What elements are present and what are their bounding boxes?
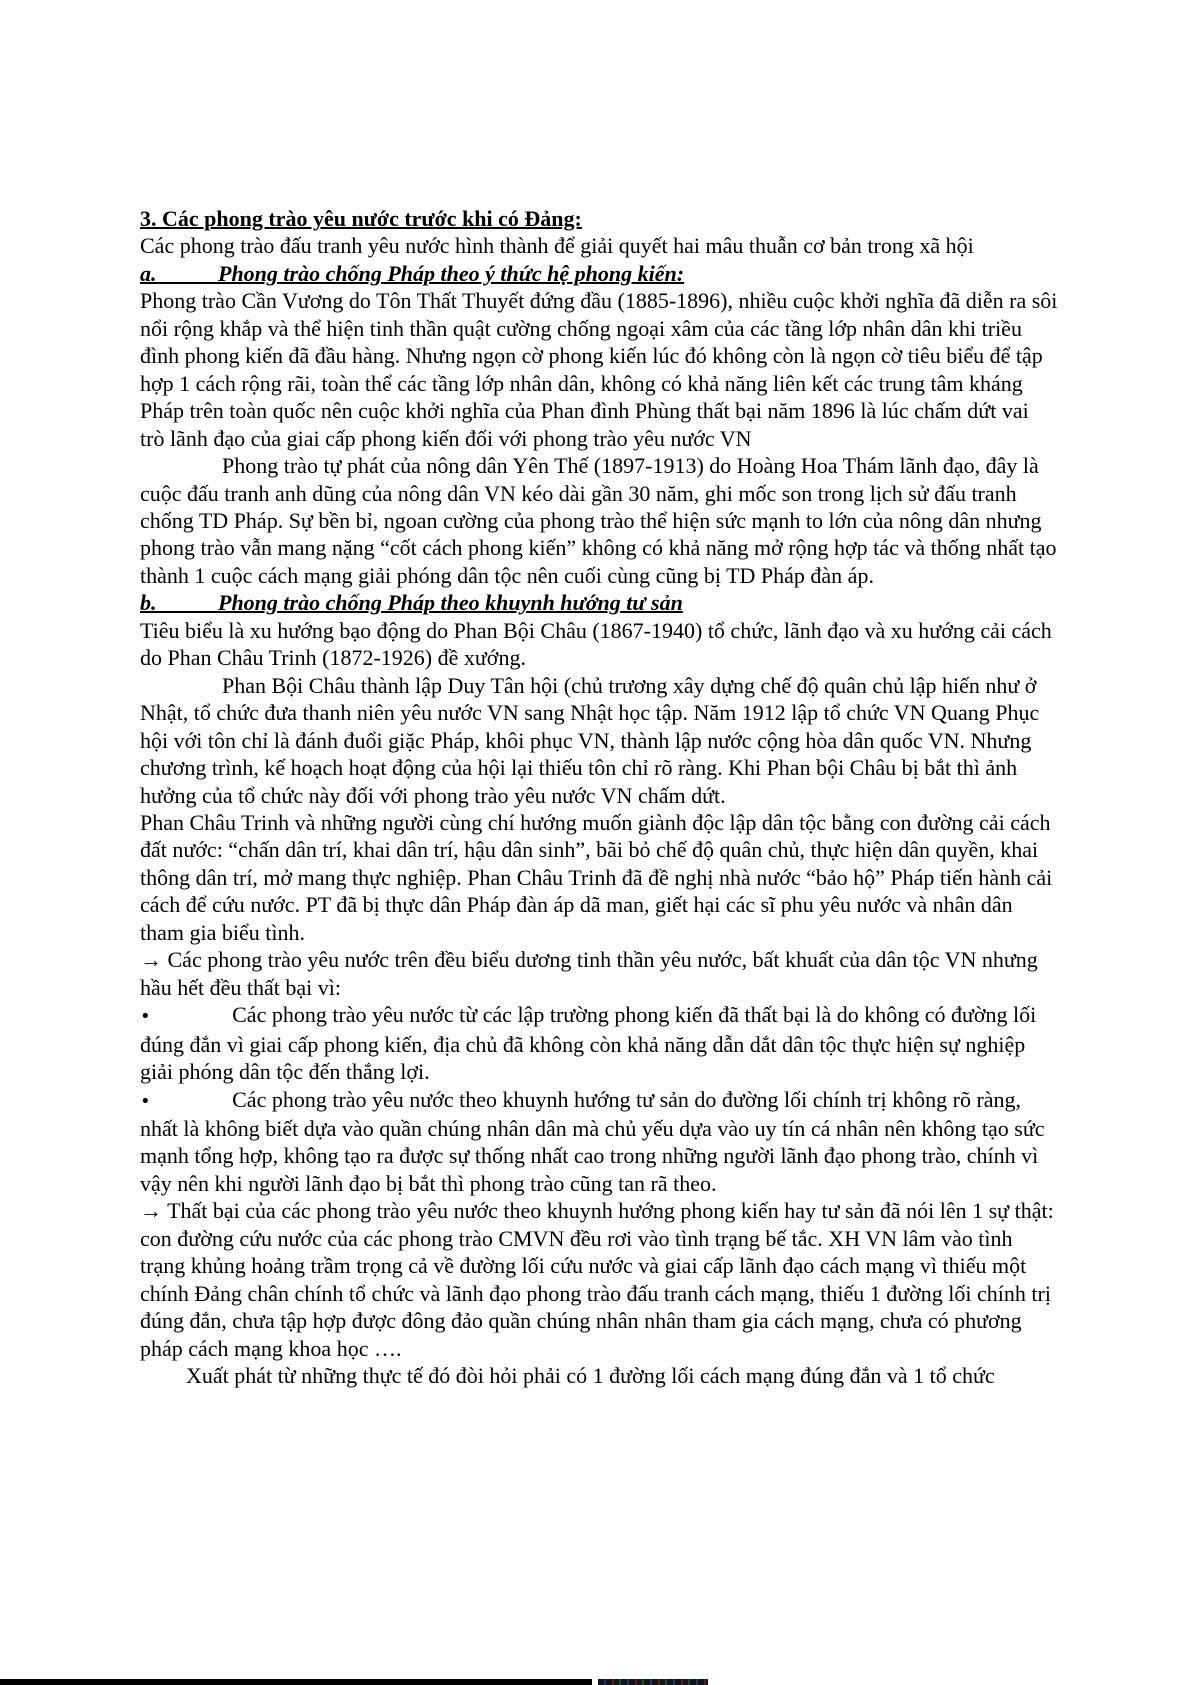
tab-spacer xyxy=(157,590,219,615)
subheading-b-text: Phong trào chống Pháp theo khuynh hướng tư sản xyxy=(218,590,683,616)
tab-spacer xyxy=(151,1002,233,1027)
bottom-black-bar xyxy=(0,1679,592,1685)
paragraph-yen-the: Phong trào tự phát của nông dân Yên Thế (1897-1913) do Hoàng Hoa Thám lãnh đạo, đây là cuộc đấu tranh anh dũng của nông dân VN kéo dài gần 30 năm, ghi mốc son trong lịch sử đấu tranh chống TD Pháp. Sự bền bỉ, ngoan cường của phong trào thể hiện sức mạnh to lớn của nông dân nhưng phong trào vẫn mang nặng “cốt cách phong kiến” không có khả năng mở rộng hợp tác và thống nhất tạo thành 1 cuộc cách mạng giải phóng dân tộc nên cuối cùng cũng bị TD Pháp đàn áp. xyxy=(140,453,1057,588)
bullet-item-1-text: Các phong trào yêu nước từ các lập trường phong kiến đã thất bại là do không có đường lối đúng đắn vì giai cấp phong kiến, địa chủ đã không còn khả năng dẫn dắt dân tộc thực hiện sự nghiệp giải phóng dân tộc đến thắng lợi. xyxy=(140,1002,1037,1085)
bullet-item-2 xyxy=(140,1086,1058,1198)
paragraph-phan-boi-chau: Phan Bội Châu thành lập Duy Tân hội (chủ trương xây dựng chế độ quân chủ lập hiến như ở Nhật, tổ chức đưa thanh niên yêu nước VN sang Nhật học tập. Năm 1912 lập tổ chức VN Quang Phục hội với tôn chỉ là đánh đuổi giặc Pháp, khôi phục VN, thành lập nước cộng hòa dân quốc VN. Nhưng chương trình, kế hoạch hoạt động của hội lại thiếu tôn chỉ rõ ràng. Khi Phan bội Châu bị bắt thì ảnh hưởng của tổ chức này đối với phong trào yêu nước VN chấm dứt. xyxy=(140,672,1040,808)
subheading-b-label: b. xyxy=(140,590,157,616)
document-content xyxy=(140,205,1058,1389)
tab-spacer xyxy=(157,261,219,286)
bottom-artifact-bar xyxy=(598,1679,708,1685)
bullet-icon: • xyxy=(140,1006,151,1028)
subheading-a-text: Phong trào chống Pháp theo ý thức hệ phong kiến: xyxy=(218,260,685,286)
paragraph-tieu-bieu: Tiêu biểu là xu hướng bạo động do Phan Bội Châu (1867-1940) tổ chức, lãnh đạo và xu hướng cải cách do Phan Châu Trinh (1872-1926) đề xướng. xyxy=(140,617,1052,671)
bullet-item-1 xyxy=(140,1001,1058,1085)
conclusion-arrow-paragraph-2: → Thất bại của các phong trào yêu nước theo khuynh hướng phong kiến hay tư sản đã nói lên 1 sự thật: con đường cứu nước của các phong trào CMVN đều rơi vào tình trạng bế tắc. XH VN lâm vào tình trạng khủng hoảng trầm trọng cả về đường lối cứu nước và giai cấp lãnh đạo cách mạng vì thiếu một chính Đảng chân chính tổ chức và lãnh đạo phong trào đấu tranh cách mạng, thiếu 1 đường lối chính trị đúng đắn, chưa tập hợp được đông đảo quần chúng nhân nhân tham gia cách mạng, chưa có phương pháp cách mạng khoa học …. xyxy=(140,1198,1054,1361)
intro-paragraph: Các phong trào đấu tranh yêu nước hình thành để giải quyết hai mâu thuẫn cơ bản trong xã hội xyxy=(140,233,974,259)
closing-paragraph: Xuất phát từ những thực tế đó đòi hỏi phải có 1 đường lối cách mạng đúng đắn và 1 tổ chức xyxy=(186,1363,995,1389)
paragraph-can-vuong: Phong trào Cần Vương do Tôn Thất Thuyết đứng đầu (1885-1896), nhiều cuộc khởi nghĩa đã diễn ra sôi nổi rộng khắp và thể hiện tinh thần quật cường chống ngoại xâm của các tầng lớp nhân dân khi triều đình phong kiến đã đầu hàng. Nhưng ngọn cờ phong kiến lúc đó không còn là ngọn cờ tiêu biểu để tập hợp 1 cách rộng rãi, toàn thể các tầng lớp nhân dân, không có khả năng liên kết các trung tâm kháng Pháp trên toàn quốc nên cuộc khởi nghĩa của Phan đình Phùng thất bại năm 1896 là lúc chấm dứt vai trò lãnh đạo của giai cấp phong kiến đối với phong trào yêu nước VN xyxy=(140,288,1058,451)
bullet-item-2-text: Các phong trào yêu nước theo khuynh hướng tư sản do đường lối chính trị không rõ ràng, nhất là không biết dựa vào quần chúng nhân dân mà chủ yếu dựa vào uy tín cá nhân nên không tạo sức mạnh tổng hợp, không tạo ra được sự thống nhất cao trong những người lãnh đạo phong trào, chính vì vậy nên khi người lãnh đạo bị bắt thì phong trào cũng tan rã theo. xyxy=(140,1086,1045,1196)
conclusion-arrow-paragraph-1: → Các phong trào yêu nước trên đều biểu dương tinh thần yêu nước, bất khuất của dân tộc VN nhưng hầu hết đều thất bại vì: xyxy=(140,947,1038,1000)
section-heading: 3. Các phong trào yêu nước trước khi có Đảng: xyxy=(140,206,582,231)
subheading-a xyxy=(140,260,1058,287)
paragraph-phan-chau-trinh: Phan Châu Trinh và những người cùng chí hướng muốn giành độc lập dân tộc bằng con đường cải cách đất nước: “chấn dân trí, khai dân trí, hậu dân sinh”, bãi bỏ chế độ quân chủ, thực hiện dân quyền, khai thông dân trí, mở mang thực nghiệp. Phan Châu Trinh đã đề nghị nhà nước “bảo hộ” Pháp tiến hành cải cách để cứu nước. PT đã bị thực dân Pháp đàn áp dã man, giết hại các sĩ phu yêu nước và nhân dân tham gia biểu tình. xyxy=(140,809,1053,945)
subheading-b xyxy=(140,589,1058,616)
tab-spacer xyxy=(151,1087,233,1112)
bullet-icon: • xyxy=(140,1090,151,1112)
subheading-a-label: a. xyxy=(140,260,157,286)
